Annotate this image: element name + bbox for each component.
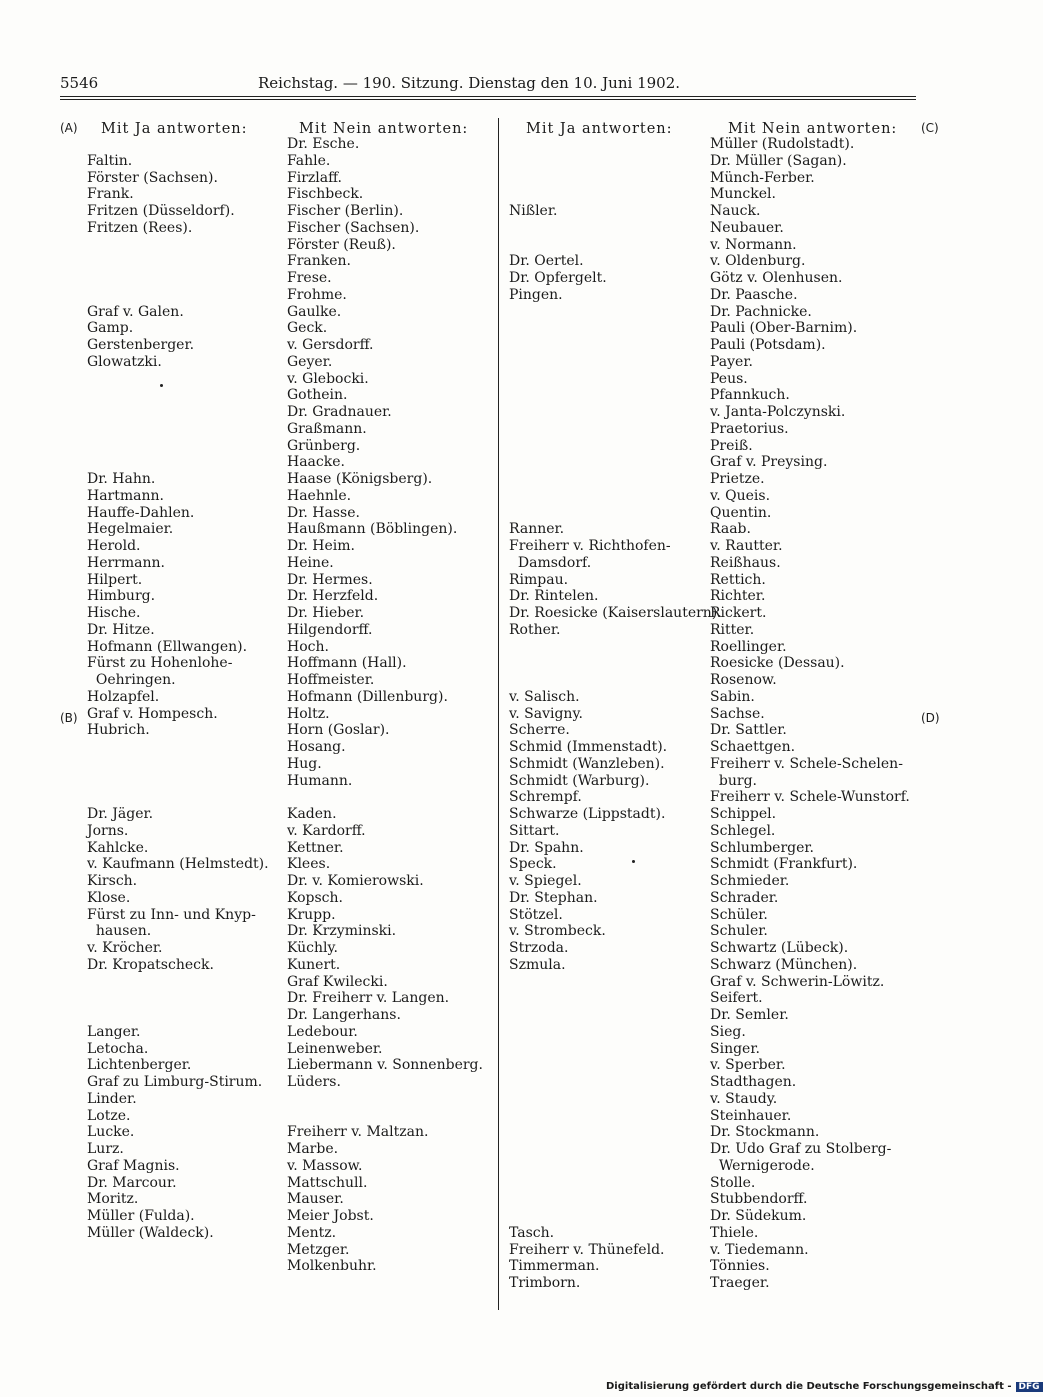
name-entry: burg.: [710, 772, 757, 789]
name-entry: Dr. Kropatscheck.: [87, 956, 214, 973]
name-entry: [509, 186, 709, 203]
name-entry: Dr. Roesicke (Kaiserslautern).: [509, 605, 722, 621]
name-entry: Prietze.: [710, 471, 765, 487]
name-entry: Dr. Stephan.: [509, 889, 598, 906]
name-entry: Hoch.: [287, 638, 329, 655]
name-entry: [509, 672, 709, 689]
name-entry: Dr. Hahn.: [87, 471, 156, 487]
name-entry: Graf Magnis.: [87, 1157, 180, 1174]
name-entry: Dr. Müller (Sagan).: [710, 152, 847, 169]
name-entry: Graßmann.: [287, 420, 367, 437]
name-entry: Dr. Paasche.: [710, 286, 798, 303]
margin-marker-c: (C): [921, 121, 939, 135]
name-entry: Schwartz (Lübeck).: [710, 940, 849, 956]
name-entry: Ledebour.: [287, 1023, 358, 1040]
name-entry: Lucke.: [87, 1124, 135, 1141]
name-entry: [87, 773, 277, 790]
name-entry: [509, 1191, 709, 1208]
name-entry: v. Oldenburg.: [710, 253, 806, 270]
name-entry: v. Kardorff.: [287, 822, 366, 839]
name-entry: [509, 404, 709, 421]
name-entry: [509, 974, 709, 991]
name-entry: Linder.: [87, 1090, 137, 1107]
name-entry: Lüders.: [287, 1074, 341, 1090]
name-entry: [87, 237, 277, 254]
name-entry: Kahlcke.: [87, 839, 149, 856]
name-entry: Hoffmeister.: [287, 672, 375, 688]
name-entry: Lotze.: [87, 1107, 131, 1124]
name-entry: Holtz.: [287, 705, 330, 722]
name-entry: v. Gersdorff.: [287, 337, 374, 353]
name-entry: Firzlaff.: [287, 169, 342, 186]
name-list-nein-left: [287, 136, 492, 1275]
name-entry: Fürst zu Inn- und Knyp-: [87, 906, 256, 923]
name-entry: Dr. Langerhans.: [287, 1007, 401, 1023]
name-entry: Kunert.: [287, 956, 341, 973]
name-entry: Müller (Waldeck).: [87, 1224, 214, 1241]
name-entry: [87, 789, 277, 806]
name-entry: Hug.: [287, 755, 322, 772]
name-entry: Hilpert.: [87, 571, 143, 588]
name-entry: v. Kröcher.: [87, 940, 163, 956]
name-entry: Graf v. Preysing.: [710, 454, 828, 471]
name-entry: Lurz.: [87, 1141, 124, 1157]
name-entry: Dr. Südekum.: [710, 1208, 807, 1224]
name-entry: Dr. Jäger.: [87, 806, 154, 822]
name-entry: Raab.: [710, 521, 751, 538]
name-entry: [87, 270, 277, 287]
name-entry: Trimborn.: [509, 1275, 581, 1291]
name-entry: Freiherr v. Richthofen-: [509, 538, 671, 554]
name-entry: Stubbendorff.: [710, 1191, 808, 1208]
name-entry: Franken.: [287, 253, 352, 270]
name-entry: Damsdorf.: [509, 554, 592, 571]
name-entry: [509, 639, 709, 656]
name-entry: Singer.: [710, 1040, 760, 1057]
name-entry: Leinenweber.: [287, 1040, 383, 1057]
name-entry: Langer.: [87, 1023, 141, 1040]
name-entry: Dr. Hitze.: [87, 621, 155, 638]
name-entry: Schmidt (Warburg).: [509, 772, 650, 789]
name-entry: Seifert.: [710, 990, 763, 1007]
name-entry: Gothein.: [287, 387, 348, 404]
name-entry: Dr. Hermes.: [287, 571, 373, 588]
name-entry: Dr. Esche.: [287, 136, 360, 152]
name-entry: Rother.: [509, 621, 561, 638]
name-entry: [287, 789, 492, 806]
name-entry: Stolle.: [710, 1174, 756, 1191]
name-entry: [509, 438, 709, 455]
name-entry: Münch-Ferber.: [710, 169, 815, 186]
name-entry: Steinhauer.: [710, 1107, 792, 1124]
name-entry: [87, 253, 277, 270]
name-entry: Tönnies.: [710, 1258, 770, 1275]
name-entry: Hubrich.: [87, 722, 150, 739]
name-entry: [509, 1074, 709, 1091]
name-entry: Lichtenberger.: [87, 1057, 192, 1074]
name-entry: Traeger.: [710, 1275, 770, 1291]
name-entry: Hoffmann (Hall).: [287, 655, 407, 672]
name-entry: Nißler.: [509, 203, 558, 219]
name-entry: [509, 153, 709, 170]
name-entry: [509, 1175, 709, 1192]
name-entry: Klees.: [287, 856, 331, 873]
name-entry: Szmula.: [509, 956, 566, 973]
name-entry: [509, 421, 709, 438]
name-entry: Payer.: [710, 353, 753, 370]
name-entry: Dr. Freiherr v. Langen.: [287, 990, 450, 1007]
column-heading-ja-right: Mit Ja antworten:: [526, 121, 673, 137]
name-entry: Dr. Opfergelt.: [509, 270, 607, 286]
name-entry: Freiherr v. Thünefeld.: [509, 1241, 665, 1258]
name-entry: v. Sperber.: [710, 1057, 786, 1074]
name-entry: Förster (Sachsen).: [87, 169, 218, 186]
name-entry: Fischer (Sachsen).: [287, 219, 420, 236]
name-entry: Moritz.: [87, 1191, 139, 1208]
column-heading-nein-left: Mit Nein antworten:: [299, 121, 469, 137]
name-entry: Schmid (Immenstadt).: [509, 739, 668, 755]
name-entry: Schmidt (Wanzleben).: [509, 755, 665, 772]
name-entry: Heine.: [287, 554, 334, 571]
name-entry: Herrmann.: [87, 554, 165, 571]
name-entry: Sabin.: [710, 688, 755, 705]
name-entry: Dr. v. Komierowski.: [287, 873, 424, 889]
name-entry: [509, 488, 709, 505]
name-entry: Schuler.: [710, 923, 768, 940]
name-entry: Ritter.: [710, 621, 755, 638]
name-entry: Sachse.: [710, 705, 765, 722]
name-entry: Graf zu Limburg-Stirum.: [87, 1074, 263, 1090]
dfg-logo: DFG: [1016, 1382, 1043, 1392]
name-entry: Kopsch.: [287, 889, 343, 906]
name-entry: Dr. Herzfeld.: [287, 588, 379, 605]
name-entry: Hartmann.: [87, 487, 164, 504]
name-entry: [509, 505, 709, 522]
name-entry: Sieg.: [710, 1023, 746, 1040]
name-entry: Dr. Spahn.: [509, 839, 584, 856]
name-entry: Gerstenberger.: [87, 337, 195, 353]
name-entry: Schmieder.: [710, 873, 790, 889]
name-entry: [509, 1057, 709, 1074]
name-entry: Freiherr v. Schele-Wunstorf.: [710, 789, 910, 806]
name-entry: Kaden.: [287, 806, 337, 822]
page-header: [60, 74, 920, 96]
name-entry: Dr. Pachnicke.: [710, 303, 812, 320]
name-entry: [509, 990, 709, 1007]
name-entry: [509, 1124, 709, 1141]
name-entry: Hilgendorff.: [287, 621, 373, 638]
name-entry: v. Glebocki.: [287, 370, 369, 387]
name-entry: Dr. Hasse.: [287, 504, 360, 521]
name-entry: Müller (Fulda).: [87, 1208, 195, 1224]
name-entry: Graf v. Schwerin-Löwitz.: [710, 973, 885, 990]
name-entry: Mattschull.: [287, 1174, 368, 1191]
name-entry: Rimpau.: [509, 571, 569, 588]
name-entry: Hegelmaier.: [87, 521, 174, 538]
name-entry: [509, 1007, 709, 1024]
name-entry: [87, 739, 277, 756]
name-entry: Schwarz (München).: [710, 956, 858, 973]
name-entry: Pauli (Ober-Barnim).: [710, 320, 858, 337]
name-entry: [509, 304, 709, 321]
name-entry: Horn (Goslar).: [287, 722, 390, 739]
name-entry: Haacke.: [287, 454, 345, 471]
name-entry: Grünberg.: [287, 437, 361, 454]
name-entry: Richter.: [710, 588, 766, 605]
name-entry: v. Janta-Polczynski.: [710, 404, 846, 420]
name-entry: Strzoda.: [509, 940, 569, 956]
name-entry: Schaettgen.: [710, 739, 796, 755]
name-entry: Dr. Heim.: [287, 538, 355, 554]
margin-marker-d: (D): [921, 711, 940, 725]
name-entry: [509, 337, 709, 354]
print-speck: [160, 384, 163, 387]
name-entry: [87, 287, 277, 304]
name-entry: Pauli (Potsdam).: [710, 337, 826, 353]
name-entry: Preiß.: [710, 437, 753, 454]
name-entry: Mauser.: [287, 1191, 344, 1208]
name-entry: [509, 371, 709, 388]
name-entry: [509, 1091, 709, 1108]
name-entry: Munckel.: [710, 186, 776, 203]
name-entry: Neubauer.: [710, 219, 784, 236]
digitization-credit: [606, 1381, 1043, 1392]
name-entry: Kettner.: [287, 839, 344, 856]
name-entry: Holzapfel.: [87, 688, 160, 705]
name-entry: Thiele.: [710, 1224, 759, 1241]
name-entry: Glowatzki.: [87, 353, 162, 370]
margin-marker-a: (A): [60, 121, 78, 135]
name-entry: Stötzel.: [509, 906, 563, 923]
name-entry: Metzger.: [287, 1241, 350, 1258]
name-entry: Rettich.: [710, 571, 766, 588]
name-entry: Fahle.: [287, 152, 331, 169]
name-entry: [287, 1108, 492, 1125]
name-entry: Klose.: [87, 889, 131, 906]
name-entry: [509, 220, 709, 237]
name-entry: Dr. Oertel.: [509, 253, 584, 270]
name-entry: Freiherr v. Schele-Schelen-: [710, 755, 903, 772]
name-entry: Dr. Stockmann.: [710, 1124, 820, 1141]
name-entry: Gaulke.: [287, 303, 342, 320]
name-entry: Roesicke (Dessau).: [710, 655, 845, 672]
name-entry: Schüler.: [710, 906, 768, 923]
name-entry: Dr. Rintelen.: [509, 588, 599, 605]
column-heading-nein-right: Mit Nein antworten:: [728, 121, 898, 137]
name-entry: v. Normann.: [710, 236, 797, 253]
name-entry: Müller (Rudolstadt).: [710, 136, 855, 152]
name-entry: Haußmann (Böblingen).: [287, 521, 458, 538]
name-list-ja-left: [87, 136, 277, 1242]
name-entry: v. Queis.: [710, 487, 771, 504]
name-entry: Marbe.: [287, 1141, 339, 1157]
name-entry: Frank.: [87, 186, 134, 203]
name-entry: [509, 1208, 709, 1225]
name-entry: Hofmann (Ellwangen).: [87, 638, 248, 655]
name-entry: [509, 354, 709, 371]
name-entry: Hofmann (Dillenburg).: [287, 688, 448, 705]
name-entry: Dr. Hieber.: [287, 605, 365, 621]
name-entry: [287, 1091, 492, 1108]
name-entry: Sittart.: [509, 822, 560, 839]
name-entry: Speck.: [509, 856, 557, 873]
name-entry: Hosang.: [287, 739, 346, 755]
name-entry: Gamp.: [87, 320, 134, 337]
name-entry: Rosenow.: [710, 672, 777, 688]
name-entry: Graf Kwilecki.: [287, 973, 388, 990]
header-rule-bottom: [60, 99, 916, 100]
name-entry: Dr. Gradnauer.: [287, 404, 392, 420]
margin-marker-b: (B): [60, 711, 78, 725]
name-entry: [509, 471, 709, 488]
name-entry: [509, 237, 709, 254]
name-entry: v. Tiedemann.: [710, 1241, 809, 1258]
name-entry: Molkenbuhr.: [287, 1258, 377, 1275]
name-entry: Peus.: [710, 370, 748, 387]
name-entry: [509, 1141, 709, 1158]
name-entry: Oehringen.: [87, 672, 176, 688]
name-entry: Dr. Sattler.: [710, 722, 787, 739]
name-entry: Schlegel.: [710, 822, 776, 839]
name-entry: Fritzen (Düsseldorf).: [87, 203, 235, 219]
name-entry: [87, 421, 277, 438]
name-entry: v. Rautter.: [710, 538, 783, 554]
name-entry: [87, 438, 277, 455]
name-entry: [87, 404, 277, 421]
column-divider: [498, 118, 499, 1310]
name-entry: Dr. Marcour.: [87, 1174, 177, 1191]
name-entry: [509, 1108, 709, 1125]
name-entry: Schwarze (Lippstadt).: [509, 806, 666, 822]
name-entry: Graf v. Hompesch.: [87, 705, 218, 722]
name-entry: Hauffe-Dahlen.: [87, 504, 195, 521]
name-entry: Frohme.: [287, 286, 347, 303]
name-entry: Fritzen (Rees).: [87, 219, 193, 236]
name-entry: Humann.: [287, 772, 353, 789]
name-entry: Letocha.: [87, 1040, 149, 1057]
name-entry: Schlumberger.: [710, 839, 815, 856]
name-entry: Wernigerode.: [710, 1157, 815, 1174]
name-entry: Faltin.: [87, 152, 133, 169]
name-entry: Herold.: [87, 538, 141, 554]
name-entry: [509, 136, 709, 153]
name-entry: v. Strombeck.: [509, 923, 606, 940]
name-entry: Praetorius.: [710, 420, 789, 437]
name-entry: Haase (Königsberg).: [287, 471, 433, 487]
name-entry: Ranner.: [509, 521, 565, 538]
name-entry: v. Salisch.: [509, 688, 580, 705]
name-entry: Kirsch.: [87, 873, 138, 889]
name-entry: Schmidt (Frankfurt).: [710, 856, 858, 873]
name-entry: Küchly.: [287, 940, 339, 956]
name-entry: [87, 454, 277, 471]
name-entry: Freiherr v. Maltzan.: [287, 1124, 429, 1141]
name-entry: Pfannkuch.: [710, 387, 790, 404]
name-entry: Himburg.: [87, 588, 156, 605]
name-entry: Fischer (Berlin).: [287, 203, 404, 219]
header-rule-top: [60, 96, 916, 97]
name-entry: [87, 136, 277, 153]
name-entry: Schippel.: [710, 806, 777, 822]
name-entry: v. Savigny.: [509, 705, 583, 722]
name-entry: Stadthagen.: [710, 1074, 797, 1090]
name-entry: [509, 1024, 709, 1041]
name-entry: Fischbeck.: [287, 186, 364, 203]
name-entry: Timmerman.: [509, 1258, 600, 1275]
name-entry: [509, 170, 709, 187]
name-entry: [87, 387, 277, 404]
name-entry: Krupp.: [287, 906, 336, 923]
name-entry: [87, 371, 277, 388]
name-entry: Hische.: [87, 605, 141, 621]
name-entry: [87, 1007, 277, 1024]
running-title: Reichstag. — 190. Sitzung. Dienstag den 10. Juni 1902.: [258, 74, 681, 92]
name-list-nein-right: [710, 136, 915, 1292]
name-entry: [509, 1158, 709, 1175]
name-entry: hausen.: [87, 923, 152, 940]
page-number: 5546: [60, 74, 99, 92]
name-entry: [87, 974, 277, 991]
name-entry: Dr. Semler.: [710, 1007, 789, 1023]
name-entry: v. Spiegel.: [509, 873, 582, 889]
name-entry: Roellinger.: [710, 638, 787, 655]
name-entry: Mentz.: [287, 1224, 337, 1241]
name-entry: v. Massow.: [287, 1157, 363, 1174]
name-entry: Scherre.: [509, 722, 570, 739]
name-entry: Geyer.: [287, 353, 333, 370]
name-entry: Meier Jobst.: [287, 1208, 374, 1224]
name-entry: Frese.: [287, 270, 332, 286]
name-entry: [509, 320, 709, 337]
name-entry: Nauck.: [710, 203, 761, 219]
name-entry: [87, 990, 277, 1007]
column-heading-ja-left: Mit Ja antworten:: [101, 121, 248, 137]
name-entry: [87, 756, 277, 773]
name-entry: [509, 387, 709, 404]
print-speck: [632, 860, 635, 863]
name-entry: Götz v. Olenhusen.: [710, 270, 843, 286]
name-entry: Tasch.: [509, 1224, 555, 1241]
name-entry: Graf v. Galen.: [87, 303, 184, 320]
name-entry: Haehnle.: [287, 487, 352, 504]
name-list-ja-right: [509, 136, 722, 1292]
name-entry: Schrader.: [710, 889, 779, 906]
name-entry: v. Staudy.: [710, 1090, 778, 1107]
credit-text: Digitalisierung gefördert durch die Deutsche Forschungsgemeinschaft -: [606, 1381, 1012, 1392]
name-entry: v. Kaufmann (Helmstedt).: [87, 856, 269, 873]
name-entry: Förster (Reuß).: [287, 236, 396, 253]
name-entry: [509, 655, 709, 672]
name-entry: Pingen.: [509, 286, 563, 303]
name-entry: [509, 1041, 709, 1058]
name-entry: Schrempf.: [509, 789, 582, 806]
name-entry: Reißhaus.: [710, 554, 781, 571]
name-entry: Rickert.: [710, 605, 767, 621]
name-entry: Liebermann v. Sonnenberg.: [287, 1057, 483, 1074]
name-entry: [509, 454, 709, 471]
name-entry: Dr. Krzyminski.: [287, 923, 397, 940]
name-entry: Fürst zu Hohenlohe-: [87, 655, 233, 672]
name-entry: Geck.: [287, 320, 328, 337]
name-entry: Quentin.: [710, 504, 772, 521]
name-entry: Dr. Udo Graf zu Stolberg-: [710, 1141, 892, 1157]
name-entry: Jorns.: [87, 822, 129, 839]
